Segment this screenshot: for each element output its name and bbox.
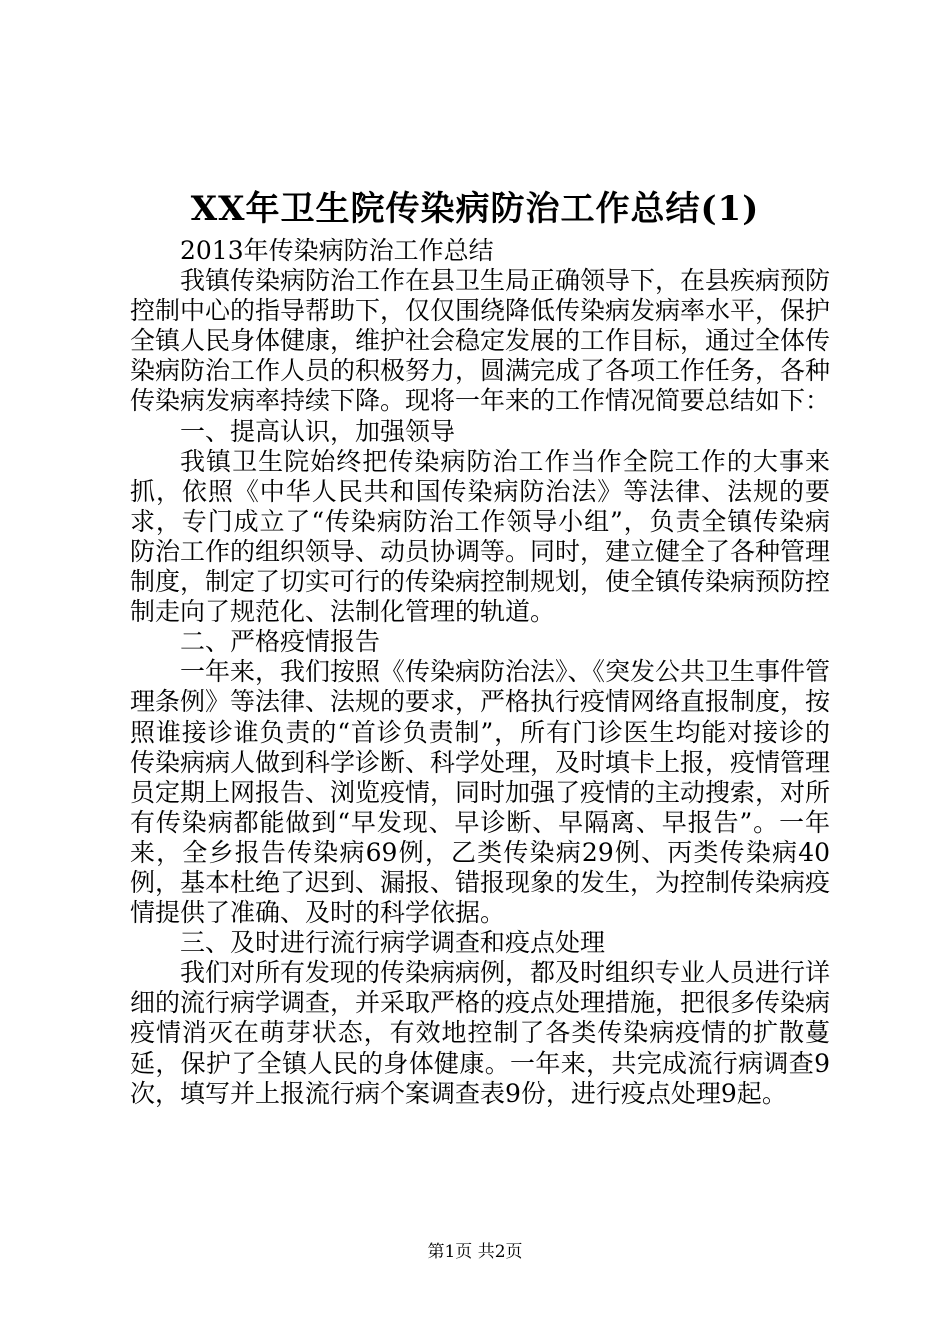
section-heading-1: 一、提高认识，加强领导 [180,416,456,446]
document-title: XX年卫生院传染病防治工作总结(1) [190,189,760,229]
section-heading-3: 三、及时进行流行病学调查和疫点处理 [180,928,606,958]
subtitle-paragraph: 2013年传染病防治工作总结 [180,236,494,265]
section-paragraph-1: 我镇卫生院始终把传染病防治工作当作全院工作的大事来抓，依照《中华人民共和国传染病防治法》等法律、法规的要求，专门成立了“传染病防治工作领导小组”，负责全镇传染病防治工作的组织领导、动员协调等。同时，建立健全了各种管理制度，制定了切实可行的传染病控制规划，使全镇传染病预防控制走向了规范化、法制化管理的轨道。 [130,446,831,627]
section-paragraph-2: 一年来，我们按照《传染病防治法》、《突发公共卫生事件管理条例》等法律、法规的要求，严格执行疫情网络直报制度，按照谁接诊谁负责的“首诊负责制”，所有门诊医生均能对接诊的传染病病人做到科学诊断、科学处理，及时填卡上报，疫情管理员定期上网报告、浏览疫情，同时加强了疫情的主动搜索，对所有传染病都能做到“早发现、早诊断、早隔离、早报告”。一年来，全乡报告传染病69例，乙类传染病29例、丙类传染病40例，基本杜绝了迟到、漏报、错报现象的发生，为控制传染病疫情提供了准确、及时的科学依据。 [130,657,831,928]
section-paragraph-3: 我们对所有发现的传染病病例，都及时组织专业人员进行详细的流行病学调查，并采取严格的疫点处理措施，把很多传染病疫情消灭在萌芽状态，有效地控制了各类传染病疫情的扩散蔓延，保护了全镇人民的身体健康。一年来，共完成流行病调查9次，填写并上报流行病个案调查表9份，进行疫点处理9起。 [130,958,831,1108]
page-number-footer: 第1页 共2页 [427,1242,523,1262]
document-body [130,236,830,1109]
section-heading-2: 二、严格疫情报告 [180,627,381,657]
intro-paragraph: 我镇传染病防治工作在县卫生局正确领导下，在县疾病预防控制中心的指导帮助下，仅仅围绕降低传染病发病率水平，保护全镇人民身体健康，维护社会稳定发展的工作目标，通过全体传染病防治工作人员的积极努力，圆满完成了各项工作任务，各种传染病发病率持续下降。现将一年来的工作情况简要总结如下： [130,266,831,416]
